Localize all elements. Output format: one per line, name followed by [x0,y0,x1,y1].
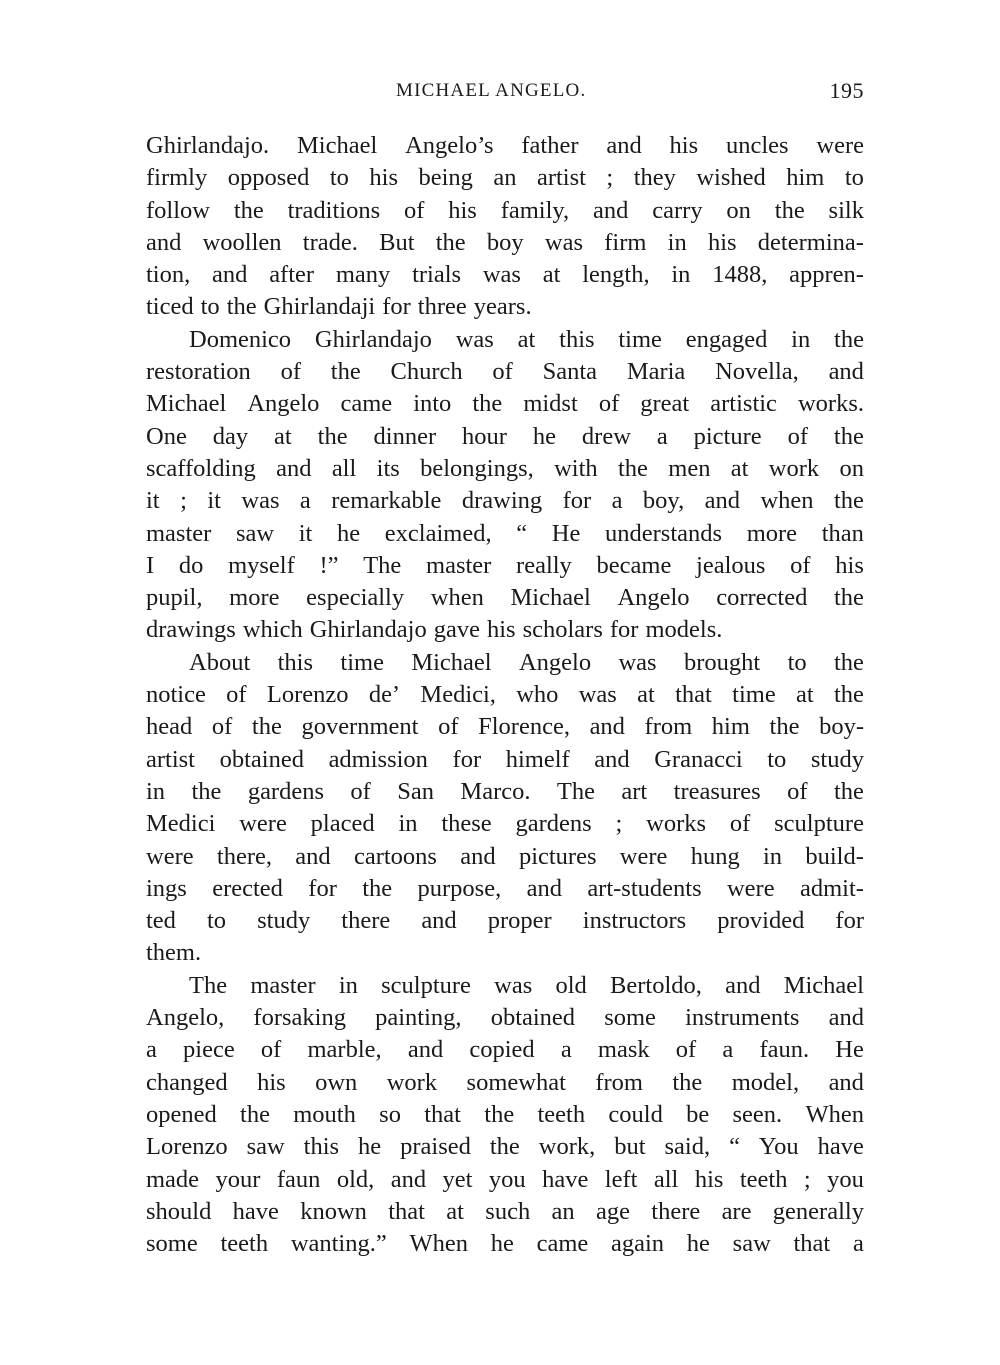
text-line: Domenico Ghirlandajo was at this time engaged in the [189,325,864,353]
running-head [146,74,864,106]
text-line: firmly opposed to his being an artist ; they wished him to [146,164,864,192]
text-line: scaffolding and all its belongings, with the men at work on [146,454,864,482]
text-line: follow the traditions of his family, and carry on the silk [146,196,864,224]
running-title: MICHAEL ANGELO. [396,80,587,101]
text-line: were there, and cartoons and pictures were hung in build- [146,842,864,870]
text-line: Lorenzo saw this he praised the work, but said, “ You have [146,1133,864,1161]
text-line: tion, and after many trials was at length, in 1488, appren- [146,261,864,289]
text-line: restoration of the Church of Santa Maria Novella, and [146,358,864,386]
text-line: notice of Lorenzo de’ Medici, who was at that time at the [146,681,864,709]
text-line: pupil, more especially when Michael Angelo corrected the [146,584,864,612]
text-line: ticed to the Ghirlandaji for three years. [146,293,532,321]
text-line: opened the mouth so that the teeth could be seen. When [146,1100,864,1128]
body-text [146,130,864,1260]
text-line: in the gardens of San Marco. The art treasures of the [146,777,864,805]
text-line: Angelo, forsaking painting, obtained some instruments and [146,1004,864,1032]
text-line: I do myself !” The master really became jealous of his [146,551,864,579]
page-number: 195 [829,78,864,103]
text-line: The master in sculpture was old Bertoldo, and Michael [189,971,864,999]
text-line: drawings which Ghirlandajo gave his scholars for models. [146,616,723,644]
text-line: a piece of marble, and copied a mask of a faun. He [146,1036,864,1064]
text-line: Ghirlandajo. Michael Angelo’s father and his uncles were [146,132,864,159]
paragraph [146,970,864,1261]
text-line: head of the government of Florence, and from him the boy- [146,713,864,741]
paragraph [146,647,864,970]
text-line: changed his own work somewhat from the model, and [146,1068,864,1096]
paragraph [146,130,864,324]
text-line: them. [146,939,202,967]
text-line: and woollen trade. But the boy was firm in his determina- [146,228,864,256]
text-line: made your faun old, and yet you have left all his teeth ; you [146,1165,864,1193]
text-line: Michael Angelo came into the midst of great artistic works. [146,390,864,418]
text-line: About this time Michael Angelo was brought to the [189,648,864,676]
text-line: Medici were placed in these gardens ; works of sculpture [146,810,864,838]
text-line: master saw it he exclaimed, “ He understands more than [146,519,864,547]
paragraph [146,324,864,647]
text-line: it ; it was a remarkable drawing for a boy, and when the [146,487,864,515]
text-line: ings erected for the purpose, and art-students were admit- [146,874,864,902]
text-line: some teeth wanting.” When he came again he saw that a [146,1230,864,1258]
text-line: One day at the dinner hour he drew a picture of the [146,422,864,450]
text-line: ted to study there and proper instructors provided for [146,907,864,935]
text-line: should have known that at such an age there are generally [146,1197,864,1225]
text-line: artist obtained admission for himelf and Granacci to study [146,745,864,773]
